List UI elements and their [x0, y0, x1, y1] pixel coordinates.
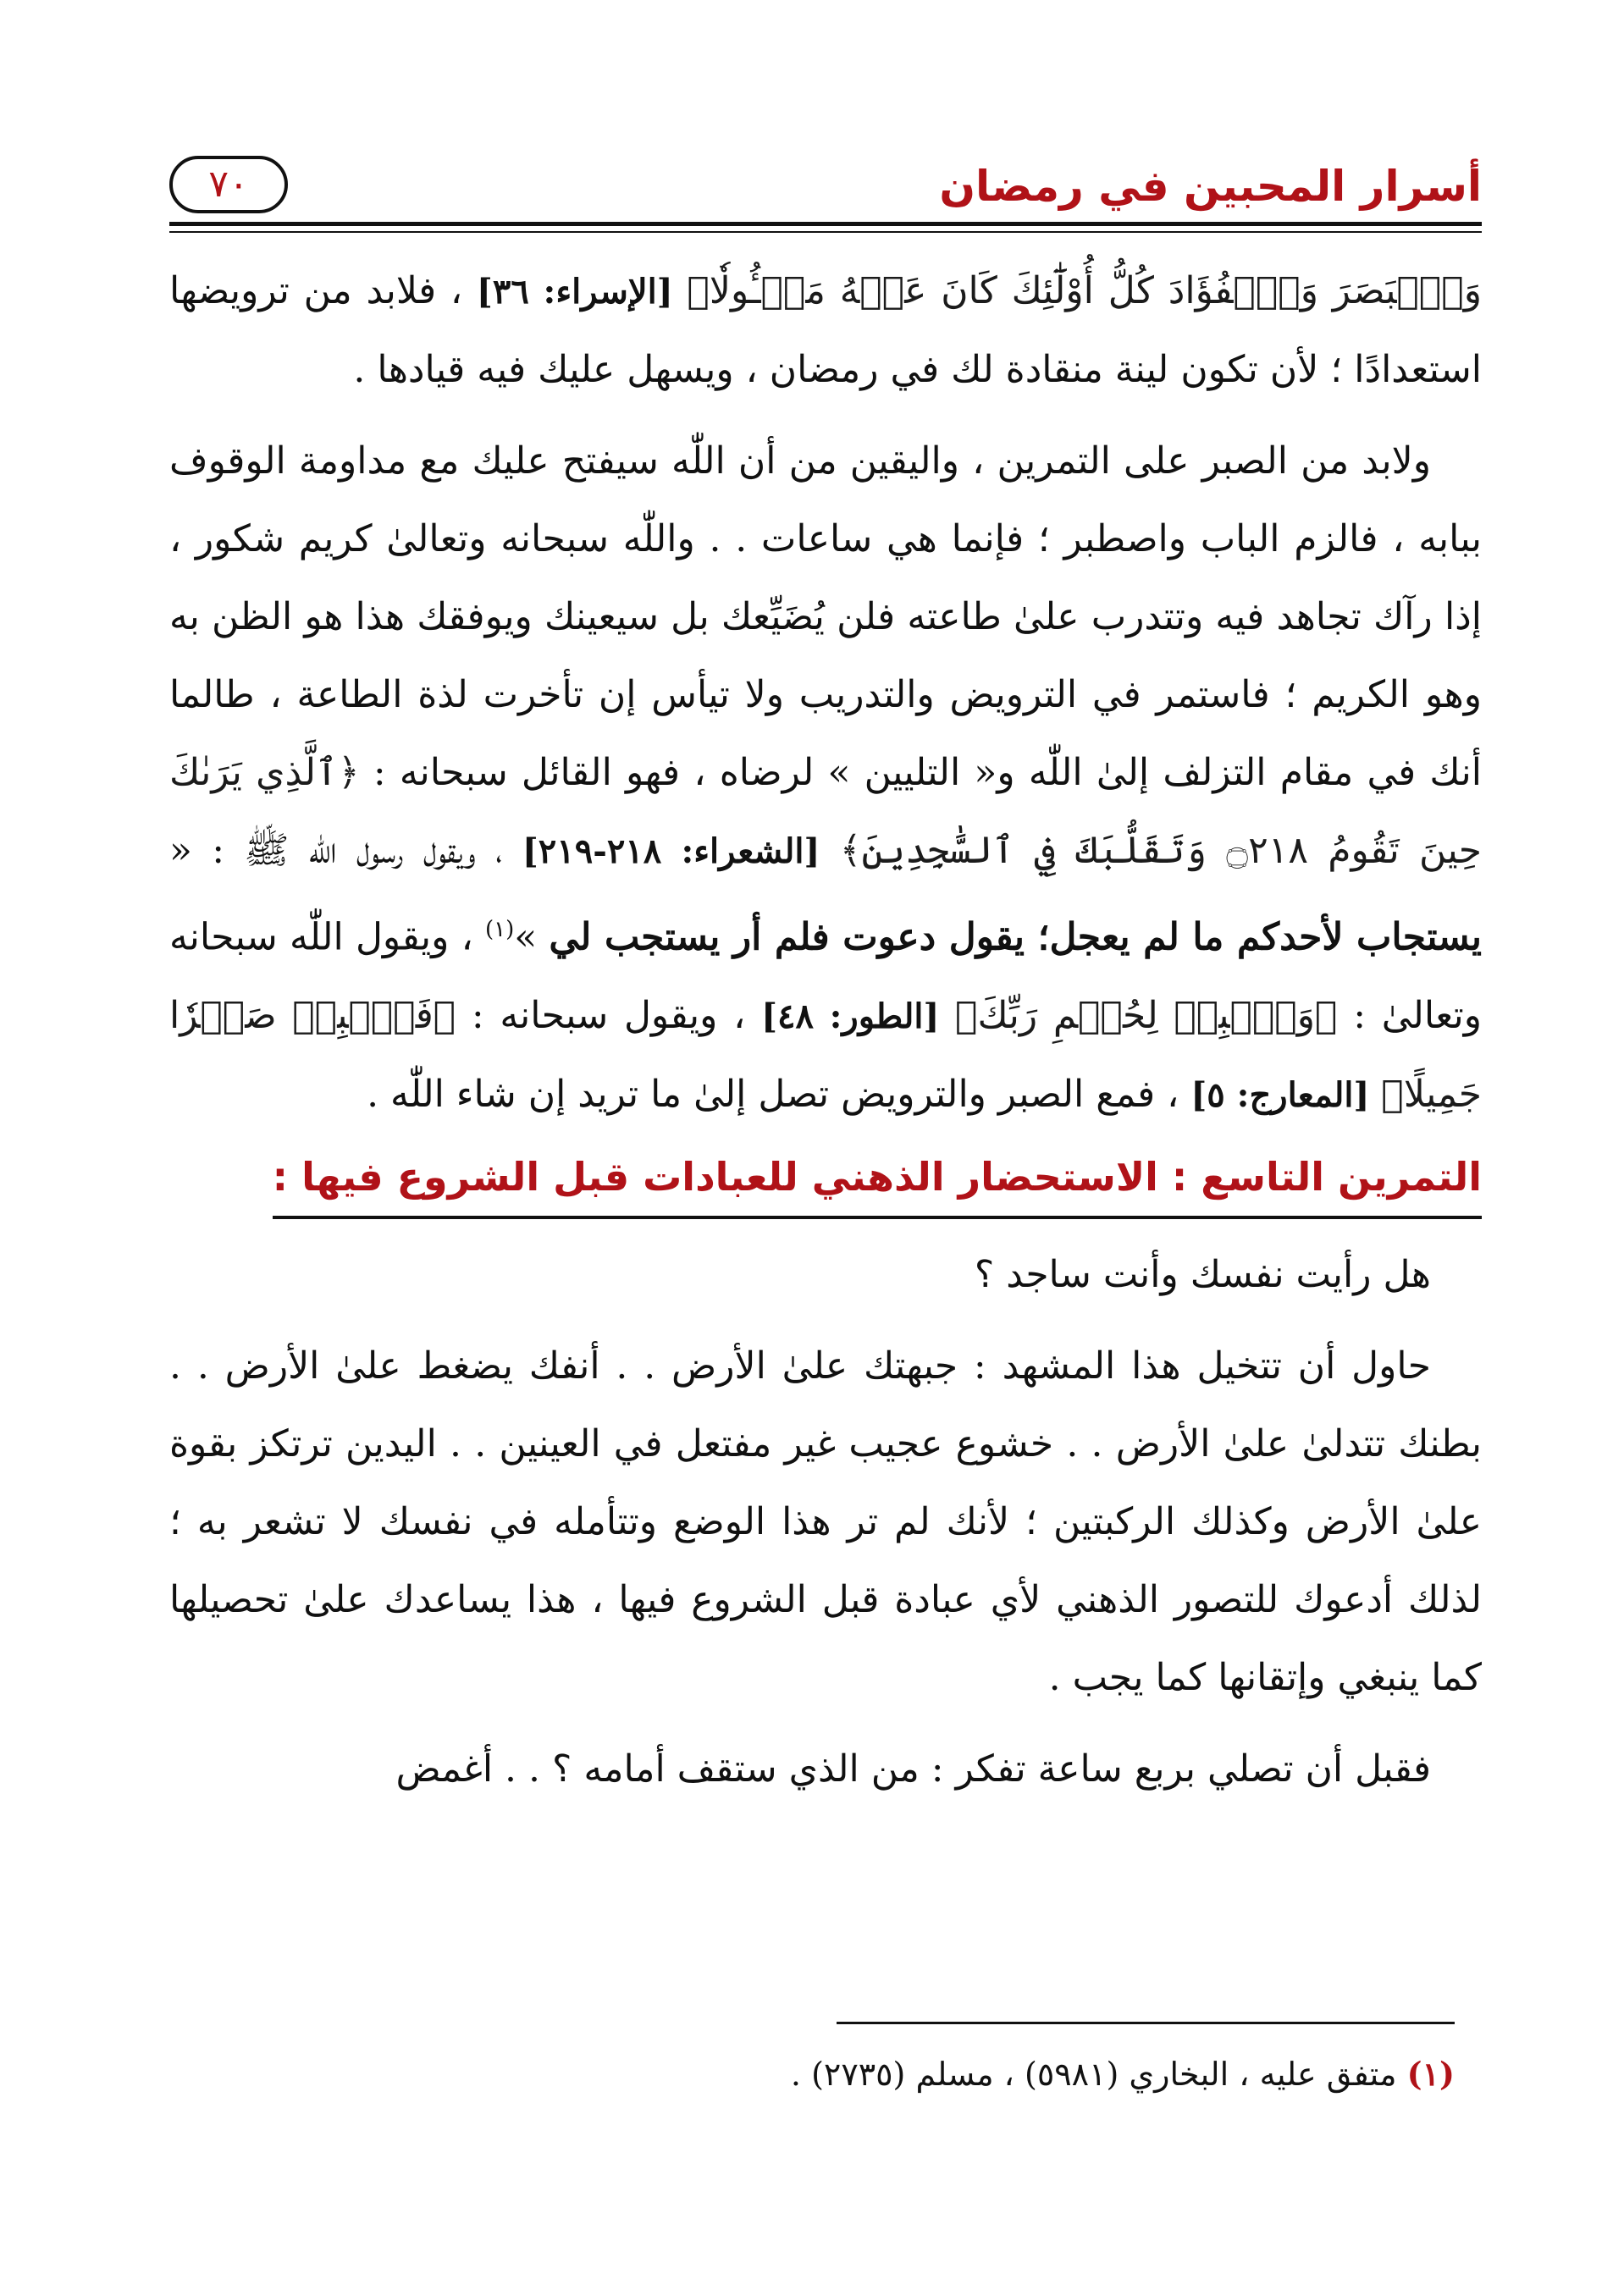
hadith-text: يستجاب لأحدكم ما لم يعجل؛ يقول دعوت فلم أر يستجب لي: [549, 915, 1482, 959]
paragraph-text: ، ويقول اللّٰه سبحانه وتعالىٰ :: [169, 915, 1482, 1037]
section-heading: التمرين التاسع : الاستحضار الذهني للعبادات قبل الشروع فيها :: [273, 1143, 1482, 1219]
footnote-marker: (١): [1406, 2055, 1455, 2093]
page-body: [169, 252, 1482, 1808]
paragraph-text: ، فلابد من ترويضها استعدادًا ؛ لأن تكون لينة منقادة لك في رمضان ، ويسهل عليك فيه قيادها .: [169, 269, 1482, 391]
book-title: أسرار المحبين في رمضان: [939, 162, 1482, 211]
quran-verse: وَٱلۡبَصَرَ وَٱلۡفُؤَادَ كُلُّ أُوْلَٰٓئِكَ كَانَ عَنۡهُ مَسۡـُٔولٗا﴾: [687, 269, 1482, 312]
header-rule-thin: [169, 231, 1482, 233]
quran-verse: ﴿وَٱصۡبِرۡ لِحُكۡمِ رَبِّكَ﴾: [955, 993, 1338, 1037]
paragraph-4: حاول أن تتخيل هذا المشهد : جبهتك علىٰ الأرض . . أنفك يضغط علىٰ الأرض . . بطنك تتدلىٰ علىٰ الأرض . . خشوع عجيب غير مفتعل في العينين . . اليدين ترتكز بقوة علىٰ الأرض وكذلك الركبتين ؛ لأنك لم تر هذا الوضع وتتأمله في نفسك لا تشعر به ؛ لذلك أدعوك للتصور الذهني لأي عبادة قبل الشروع فيها ، هذا يساعدك علىٰ تحصيلها كما ينبغي وإتقانها كما يجب .: [169, 1344, 1482, 1699]
paragraph-1: [169, 252, 1482, 409]
header-rule-thick: [169, 222, 1482, 226]
verse-reference: [الشعراء: ٢١٨-٢١٩]: [522, 831, 820, 871]
footnote-ref[interactable]: (١): [484, 917, 515, 942]
section-heading-wrap: [169, 1143, 1482, 1219]
verse-reference: [المعارج: ٥]: [1190, 1074, 1370, 1115]
paragraph-gap: [169, 1314, 1482, 1327]
page-header: [169, 152, 1482, 246]
paragraph-3: هل رأيت نفسك وأنت ساجد ؟: [974, 1252, 1431, 1296]
paragraph-gap: [169, 1717, 1482, 1730]
paragraph-2: [169, 422, 1482, 1134]
hadith-close: »: [514, 915, 538, 959]
page-number: ٧٠: [169, 156, 288, 213]
footnote-rule: [837, 2022, 1455, 2024]
paragraph-text: ، ويقول سبحانه :: [471, 993, 746, 1037]
footnote-text: متفق عليه ، البخاري (٥٩٨١) ، مسلم (٢٧٣٥) .: [790, 2056, 1397, 2093]
quran-verse: ﴿فَٱصۡبِرۡ صَبۡرٗا جَمِيلًا﴾: [169, 993, 1482, 1116]
paragraph-gap: [169, 409, 1482, 422]
footnote: [142, 2049, 1455, 2100]
quran-verse: ﴿ٱلَّذِي يَرَىٰكَ حِينَ تَقُومُ ۝٢١٨ وَتَقَلُّبَكَ فِي ٱلسَّٰجِدِينَ﴾: [169, 751, 1482, 872]
paragraph-text: ، فمع الصبر والترويض تصل إلىٰ ما تريد إن شاء اللّٰه .: [367, 1072, 1179, 1116]
paragraph-text: ، ويقول رسول اللّٰه ﷺ : «: [169, 829, 503, 872]
paragraph-text: ولابد من الصبر على التمرين ، واليقين من أن اللّٰه سيفتح عليك مع مداومة الوقوف ببابه ، فالزم الباب واصطبر ؛ فإنما هي ساعات . . واللّٰه سبحانه وتعالىٰ كريم شكور ، إذا رآك تجاهد فيه وتتدرب علىٰ طاعته فلن يُضَيِّعك بل سيعينك ويوفقك هذا هو الظن به وهو الكريم ؛ فاستمر في الترويض والتدريب ولا تيأس إن تأخرت لذة الطاعة ، طالما أنك في مقام التزلف إلىٰ اللّٰه و« التليين » لرضاه ، فهو القائل سبحانه :: [169, 439, 1482, 794]
verse-reference: [الطور: ٤٨]: [761, 996, 940, 1036]
verse-reference: [الإسراء: ٣٦]: [476, 272, 673, 312]
paragraph-5: فقبل أن تصلي بربع ساعة تفكر : من الذي ستقف أمامه ؟ . . أغمض: [395, 1747, 1431, 1791]
